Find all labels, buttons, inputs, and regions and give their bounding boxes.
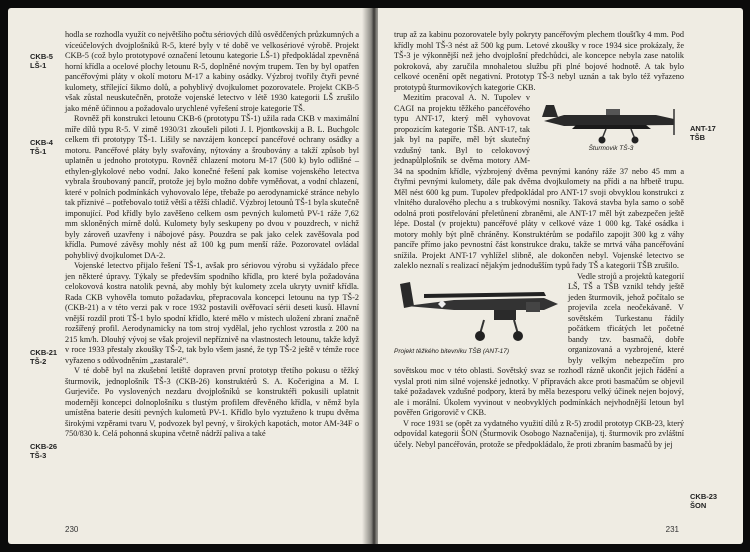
left-text-column — [65, 30, 359, 440]
paragraph: Vojenské letectvo přijalo řešení TŠ-1, avšak pro sériovou výrobu si vyžádalo přece jen některé úpravy. Týkaly se především spodního křídla, pro které byla požadována celokovová kostra natolik pevná, aby mohly být kulomety zcela ukryty uvnitř křídla. Rada CKB vyhověla tomuto požadavku, přepracovala koncepci letounu na typ TŠ-2 (CKB-21) a v této verzi pak v roce 1932 postavili ověřovací sérii deseti kusů. Hlavní vnější rozdíl proti TŠ-1 bylo spodní křídlo, které mělo v místech uložení zbraní značně rozšířený profil. Aerodynamicky na tom stroj vydělal, jeho rychlost vzrostla z 200 na 215 km/h. Dlouhý vývoj se však projevil nepříznivě na vlastnostech letounu, takže když v roce 1933 přestaly zkoušky TŠ-2, tak bylo všem jasné, že typ TŠ-2 ještě v témže roce vyřazeno s odůvodněním „zastaralé“. — [65, 261, 359, 365]
margin-note-ckb21: CKB-21 TŠ-2 — [30, 348, 58, 366]
margin-note-ant17: ANT-17 TŠB — [690, 124, 716, 142]
aircraft-ant17-illustration — [394, 276, 562, 348]
figure-caption: Projekt těžkého bitevníku TŠB (ANT-17) — [394, 347, 510, 355]
paragraph: V roce 1931 se (opět za vydatného využití dílů z R-5) zrodil prototyp CKB-23, který odpovídal kategorii ŠON (Šturmovik Osobogo Naznačenija), tj. šturmovik pro zvláštní účely. Nebyl pancéřován, protože se předpokládalo, že proti zbraním basmačů by jej — [394, 418, 684, 449]
figure-ts3 — [536, 95, 686, 155]
paragraph: hodla se rozhodla využít co největšího počtu sériových dílů osvědčených průzkumných a víceúčelových dvojplošníků R-5, které byly v té době ve velkosériové výrobě. Projekt CKB-5 (což bylo prototypové označení letounu kategorie LŠ-1) předpokládal zpevněná horní křídla a ocelové plochy letounu R-5, doplněné novým trupem. Ten by byl opatřen pancéřovými pláty v okolí motoru M-17 a kabiny osádky. Výzbroj tvořily čtyři pevné kulomety, střílející šikmo dolů, a pohyblivý dvojkulomet pozorovatele. Projekt CKB-5 však zůstal neuskutečněn, protože vojenské letectvo v létě 1930 kategorii LŠ zrušilo jako méně účinnou a požadovalo urychlené vyřešení stroje kategorie TŠ. — [65, 30, 359, 113]
paragraph-with-figure: Šturmovik TŠ-3 Mezitím pracoval A. N. Tupolev v CAGI na projektu těžkého pancéřového typu ANT-17, který měl vyhovovat propozicím kategorie TŠB. ANT-17, tak jak byl na papíře, měl být skutečný vzdušný tank. Byl to celokovový jednapůlplošník se dvěma motory AM-34 na spodním křídle, výzbrojený dvěma pevnými kanóny ráže 37 nebo 45 mm a čtyřmi pevnými kulomety, dále pak dvěma dvojkulomety na přídi a na hřbetě trupu. Měl nést 600 kg pum. Tupolev předpokládal pro ANT-17 svoji obvyklou konstrukci z vlnitého duralového plechu a s trubkovými nosníky. Taková stavba byla samo o sobě odolná proti postřelování přeletůnení zbraněmi, ale ANT-17 měl být zabezpečen ještě lépe. Dostal (v projektu) pancéřové pláty v celkové váze 1 000 kg. Také osádka i motory mohly být plně chráněny. Konstruktérům se podařilo zapojit 300 kg z váhy pancíře přímo jako pevnostní část konstrukce draku, takže se mrtvá váha pancéřování snížila. Projekt ANT-17 vyhlížel slibně, ale dokončen nebyl. Vojenské letectvo se zaleklo neznalí s realizací nějakým jednodušším typů řady TŠ a kategorii TŠB zrušilo. — [394, 93, 684, 270]
margin-note-ckb5: CKB-5 LŠ-1 — [30, 52, 53, 70]
aircraft-ts3-illustration — [536, 95, 686, 145]
paragraph: trup až za kabinu pozorovatele byly pokryty pancéřovým plechem tloušťky 4 mm. Pod křídly mohl TŠ-3 nést až 500 kg pum. Letové zkoušky v roce 1934 sice prokázaly, že TŠ-3 je výkonnější než jeho dvojplošní předchůdci, ale koncepce nebyla zase natolik pokroková, aby zaručila mnohaletou službu při plné bojové hodnotě. A tak bylo celkové ocenění opět negativní. Prototyp TŠ-3 nebyl uznán a tak bylo též vyřazeno prototypů šturmovikových kategorie CKB. — [394, 30, 684, 92]
margin-note-ckb26: CKB-26 TŠ-3 — [30, 442, 58, 460]
paragraph-with-figure: Projekt těžkého bitevníku TŠB (ANT-17) Vedle strojů a projektů kategorií LŠ, TŠ a TŠB vznikl tehdy ještě jeden šturmovik, jehož počítalo se projevila zcela neočekávaně. V sovětském Turkestanu řádily počátkem třicátých let početné bandy tzv. basmačů, dobře organizovaná a vyzbrojené, které byly velkým nebezpečím pro sovětskou moc v této oblasti. Sovětský svaz se rozhodl rázně ukončit jejich řádění a vyslal proti nim silné vojenské jednotky. V přípravách akce proti basmačům se objevil také požadavek vzdušné podpory, která by měla bezesporu velký účinek nejen bojový, ale i morální. Úkolem vyvinout v neobvyklých podmínkách nejvhodnější letoun byl pověřen Grigorovič v CKB. — [394, 271, 684, 417]
paragraph: V té době byl na zkušební letiště dopraven první prototyp třetího pokusu o těžký šturmovik, jednoplošník TŠ-3 (CKB-26) konstruktérů S. A. Kočerigina a M. I. Gurjeviče. Po vyslovených nezdaru dvojplošníků se konstruktéři pokusili uplatnit moderněji koncepci dolnoplošníku s tlustým profilem dřevěného křídla, v němž byla umístěna baterie desíti pevných kulometů PV-1. Křídlo bylo vyztuženo k trupu dvěma širokými vzpěrami tvaru V, podvozek byl pevný, v širokých kapotách, motor AM-34F o 750/830 k. Celá pohonná skupina včetně nádrží paliva a také — [65, 366, 359, 438]
margin-note-ckb23: CKB-23 ŠON — [690, 492, 718, 510]
right-page — [378, 8, 743, 544]
figure-caption: Šturmovik TŠ-3 — [588, 145, 634, 152]
figure-ant17 — [394, 276, 562, 358]
margin-note-ckb4: CKB-4 TŠ-1 — [30, 138, 53, 156]
right-text-column — [394, 30, 684, 450]
page-number: 231 — [665, 525, 679, 534]
page-number: 230 — [65, 525, 79, 534]
left-page — [8, 8, 370, 544]
paragraph: Rovněž při konstrukci letounu CKB-6 (prototypu TŠ-1) užila rada CKB v maximální míře dílů typu R-5. V zimě 1930/31 zkoušeli piloti J. I. Pjontkovskij a B. L. Buchgolc celkem tři prototypy TŠ-1. Lišily se navzájem koncepcí pancéřové ochrany osádky a motoru. Pancéřové pláty byly svařovány, nýtovány a šroubovány a takží způsob byl uplatněn u jednoho prototypu. Rovněž chlazení motoru M-17 (500 k) bylo odlišné – ethylen-glykolové nebo vodní. Jako konečné řešení pak komise vojenského letectva vybrala šroubovaný pancíř, protože jej bylo možno dobře vyměňovat, a vodní chlazení, které v polních podmínkách vyhovovalo lépe, třebaže po aerodynamické stránce nebylo tak příznivé – potřebovalo totiž větší a těžší chladič. Výzbroj letounů TŠ-1 byla skutečně imponující. Pod křídly bylo zavěšeno celkem osm pevných kulometů PV-1 ráže 7,62 mm skloněných mírně dolů. Kulomety byly seskupeny po dvou v pouzdrech, v nichž byly zároveň uzavřeny i nábojové pásy. Pouzdra se pak jako celek zavěšovala pod křídla. Pumové závěsy mohly nést až 100 kg pum menší ráže. Pozorovatel ovládal pohyblivý dvojkulomet DA-2. — [65, 114, 359, 260]
